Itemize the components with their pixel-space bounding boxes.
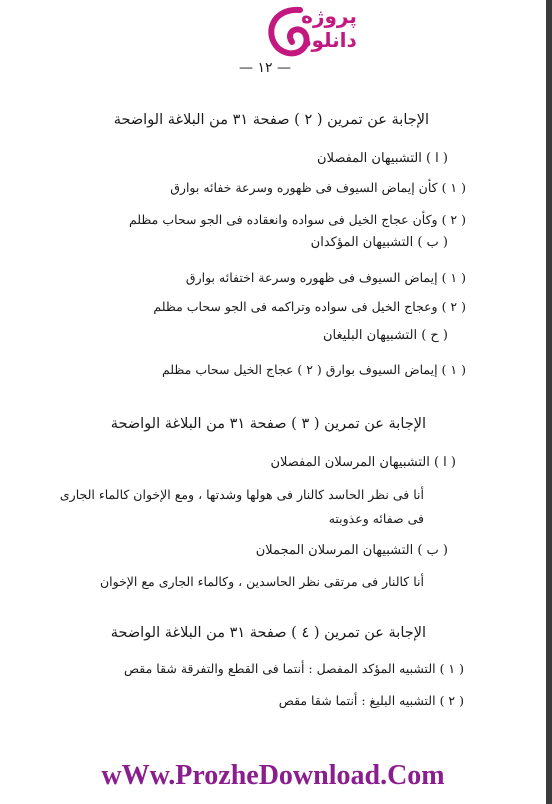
- section-1-line-2: ( ١ ) كأن إيماض السيوف فى ظهوره وسرعة خفائه بوارق: [170, 180, 466, 195]
- section-1-line-7: ( ح ) التشبيهان البليغان: [322, 328, 448, 343]
- section-3-line-1: ( ١ ) التشبيه المؤكد المفصل : أنتما فى القطع والتفرقة شقا مقص: [123, 661, 464, 676]
- page-edge: [546, 0, 552, 804]
- section-3-line-2: ( ٢ ) التشبيه البليغ : أنتما شقا مقص: [278, 693, 464, 708]
- section-2-line-4: ( ب ) التشبيهان المرسلان المجملان: [255, 543, 448, 558]
- logo-line-1: پروژه: [301, 4, 357, 28]
- section-1-line-5: ( ١ ) إيماض السيوف فى ظهوره وسرعة اختفائه بوارق: [185, 270, 466, 285]
- section-2-heading: الإجابة عن تمرين ( ٣ ) صفحة ٣١ من البلاغة الواضحة: [110, 416, 426, 432]
- section-1-line-8: ( ١ ) إيماض السيوف بوارق ( ٢ ) عجاج الخيل سحاب مظلم: [161, 362, 466, 377]
- page-number: — ١٢ —: [239, 60, 291, 76]
- footer-url[interactable]: wWw.ProzheDownload.Com: [101, 760, 445, 791]
- section-1-line-3: ( ٢ ) وكأن عجاج الخيل فى سواده وانعقاده فى الجو سحاب مظلم: [128, 212, 466, 227]
- section-1-line-1: ( ا ) التشبيهان المفصلان: [317, 151, 448, 166]
- section-2-line-5: أنا كالنار فى مرتقى نظر الحاسدين ، وكالماء الجارى مع الإخوان: [99, 574, 424, 589]
- section-2-line-3: فى صفائه وعذوبته: [328, 511, 424, 526]
- section-2-line-1: ( ا ) التشبيهان المرسلان المفصلان: [270, 455, 456, 470]
- section-3-heading: الإجابة عن تمرين ( ٤ ) صفحة ٣١ من البلاغة الواضحة: [110, 625, 426, 641]
- section-2-line-2: أنا فى نظر الحاسد كالنار فى هولها وشدتها ، ومع الإخوان كالماء الجارى: [59, 487, 424, 502]
- section-1-line-6: ( ٢ ) وعجاج الخيل فى سواده وتراكمه فى الجو سحاب مظلم: [153, 299, 466, 314]
- logo-line-2: دانلود: [301, 28, 357, 52]
- section-1-heading: الإجابة عن تمرين ( ٢ ) صفحة ٣١ من البلاغة الواضحة: [113, 112, 429, 128]
- section-1-line-4: ( ب ) التشبيهان المؤكدان: [310, 235, 448, 250]
